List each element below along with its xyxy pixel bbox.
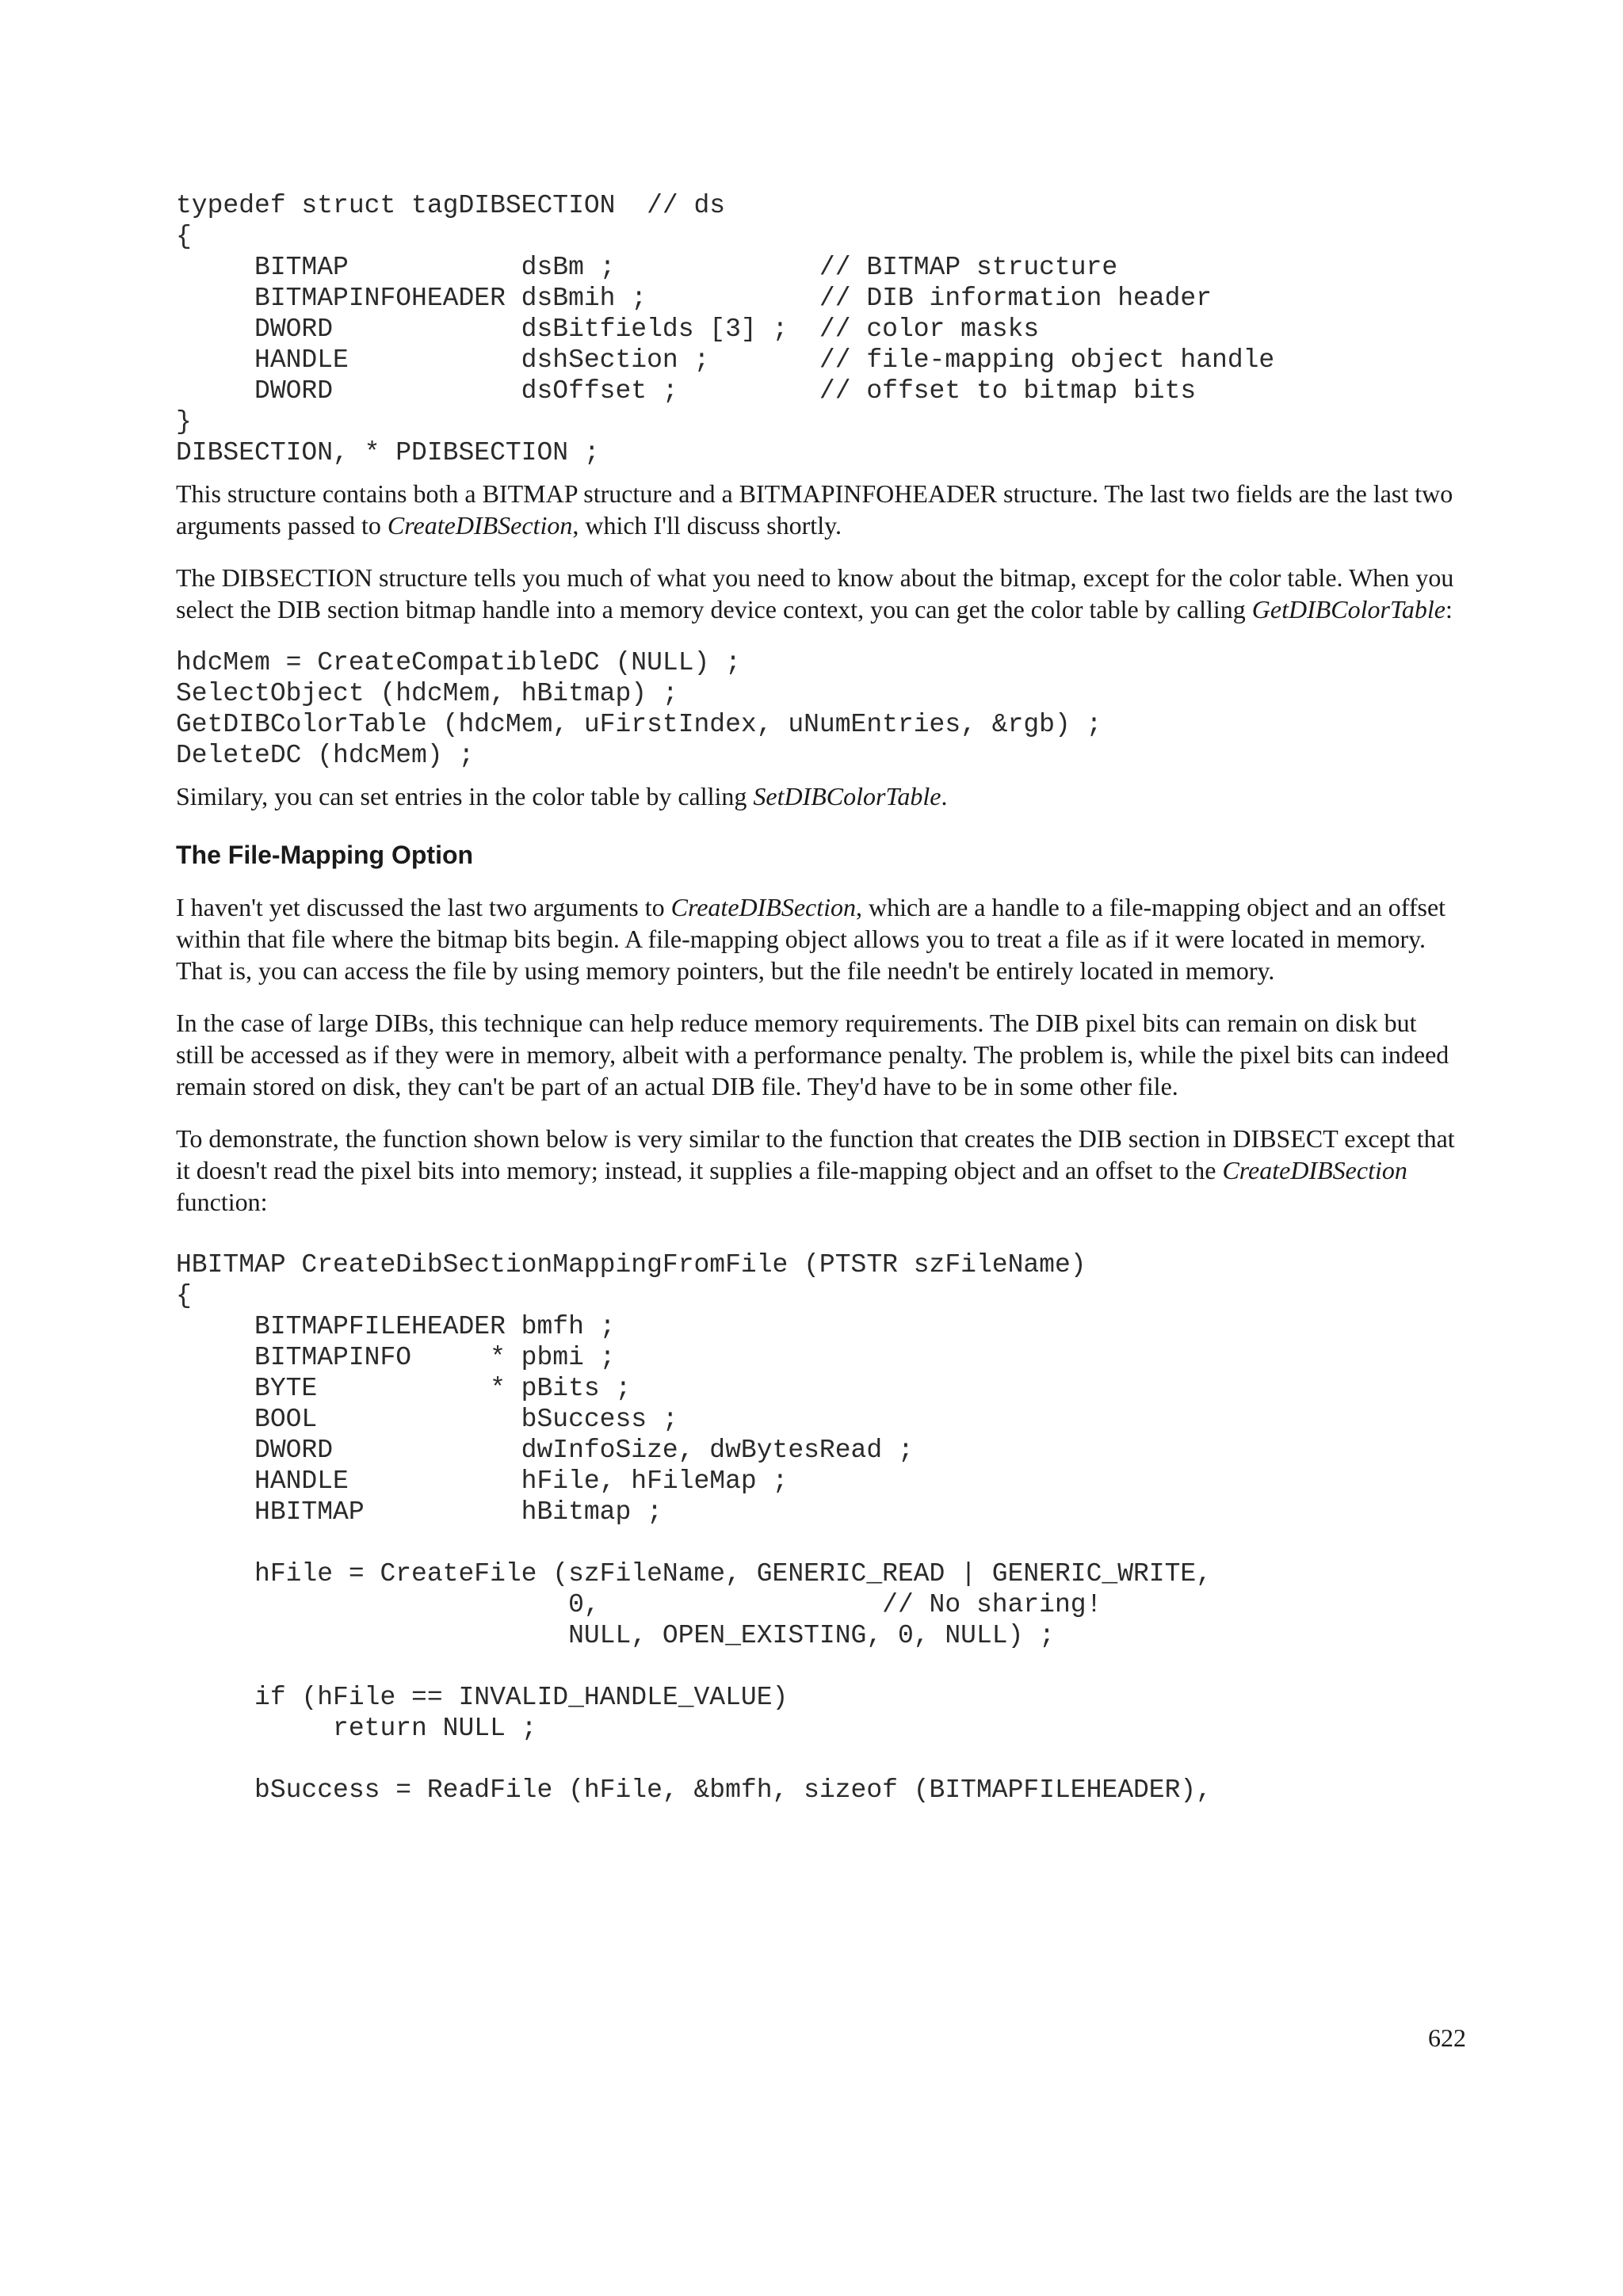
paragraph-text: This structure contains both a BITMAP structure and a BITMAPINFOHEADER structure. The last two fields are the last two arguments passed to [176,479,1453,540]
function-name: GetDIBColorTable [1251,595,1445,624]
page-number: 622 [1428,2023,1466,2052]
paragraph-text: To demonstrate, the function shown below is very similar to the function that creates the DIB section in DIBSECT except that it doesn't read the pixel bits into memory; instead, it supplies a file-mapping object and an offset to the [176,1124,1455,1184]
function-name: CreateDIBSection [1222,1156,1407,1184]
paragraph-structure-contents [176,478,1460,541]
code-block-create-dib-section-mapping: HBITMAP CreateDibSectionMappingFromFile (PTSTR szFileName) { BITMAPFILEHEADER bmfh ; BITMAPINFO * pbmi ; BYTE * pBits ; BOOL bSuccess ; DWORD dwInfoSize, dwBytesRead ; HANDLE hFile, hFileMap ; HBITMAP hBitmap ; hFile = CreateFile (szFileName, GENERIC_READ | GENERIC_WRITE, 0, // No sharing! NULL, OPEN_EXISTING, 0, NULL) ; if (hFile == INVALID_HANDLE_VALUE) return NULL ; bSuccess = ReadFile (hFile, &bmfh, sizeof (BITMAPFILEHEADER), [176,1250,1212,1805]
paragraph-large-dibs: In the case of large DIBs, this technique can help reduce memory requirements. The DIB pixel bits can remain on disk but still be accessed as if they were in memory, albeit with a performance penalty. The problem is, while the pixel bits can indeed remain stored on disk, they can't be part of an actual DIB file. They'd have to be in some other file. [176,1009,1449,1100]
paragraph-text: Similary, you can set entries in the color table by calling [176,782,754,810]
paragraph-text: , which I'll discuss shortly. [572,511,842,540]
section-heading: The File-Mapping Option [176,841,474,869]
document-page [176,190,1460,1806]
function-name: CreateDIBSection [670,893,857,921]
paragraph-text: I haven't yet discussed the last two arguments to [176,893,671,921]
paragraph-text: : [1445,595,1453,624]
paragraph-file-mapping-intro [176,891,1460,986]
paragraph-demonstrate [176,1123,1460,1218]
paragraph-text: function: [176,1188,268,1216]
paragraph-set-color-table [176,780,1460,812]
code-block-color-table: hdcMem = CreateCompatibleDC (NULL) ; SelectObject (hdcMem, hBitmap) ; GetDIBColorTable (hdcMem, uFirstIndex, uNumEntries, &rgb) ; DeleteDC (hdcMem) ; [176,648,1102,770]
code-block-dibsection-struct: typedef struct tagDIBSECTION // ds { BITMAP dsBm ; // BITMAP structure BITMAPINFOHEADER dsBmih ; // DIB information header DWORD dsBitfields [3] ; // color masks HANDLE dshSection ; // file-mapping object handle DWORD dsOffset ; // offset to bitmap bits } DIBSECTION, * PDIBSECTION ; [176,191,1275,467]
paragraph-text: . [941,782,948,810]
paragraph-text: The DIBSECTION structure tells you much of what you need to know about the bitmap, except for the color table. When you select the DIB section bitmap handle into a memory device context, you can get the color table by calling [176,563,1454,624]
paragraph-color-table [176,562,1460,625]
function-name: CreateDIBSection [387,511,573,540]
function-name: SetDIBColorTable [753,782,941,810]
paragraph-text: , which are a handle to a file-mapping object and an offset within that file where the bitmap bits begin. A file-mapping object allows you to treat a file as if it were located in memory. That is, you can access the file by using memory pointers, but the file needn't be entirely located in memory. [176,893,1446,985]
